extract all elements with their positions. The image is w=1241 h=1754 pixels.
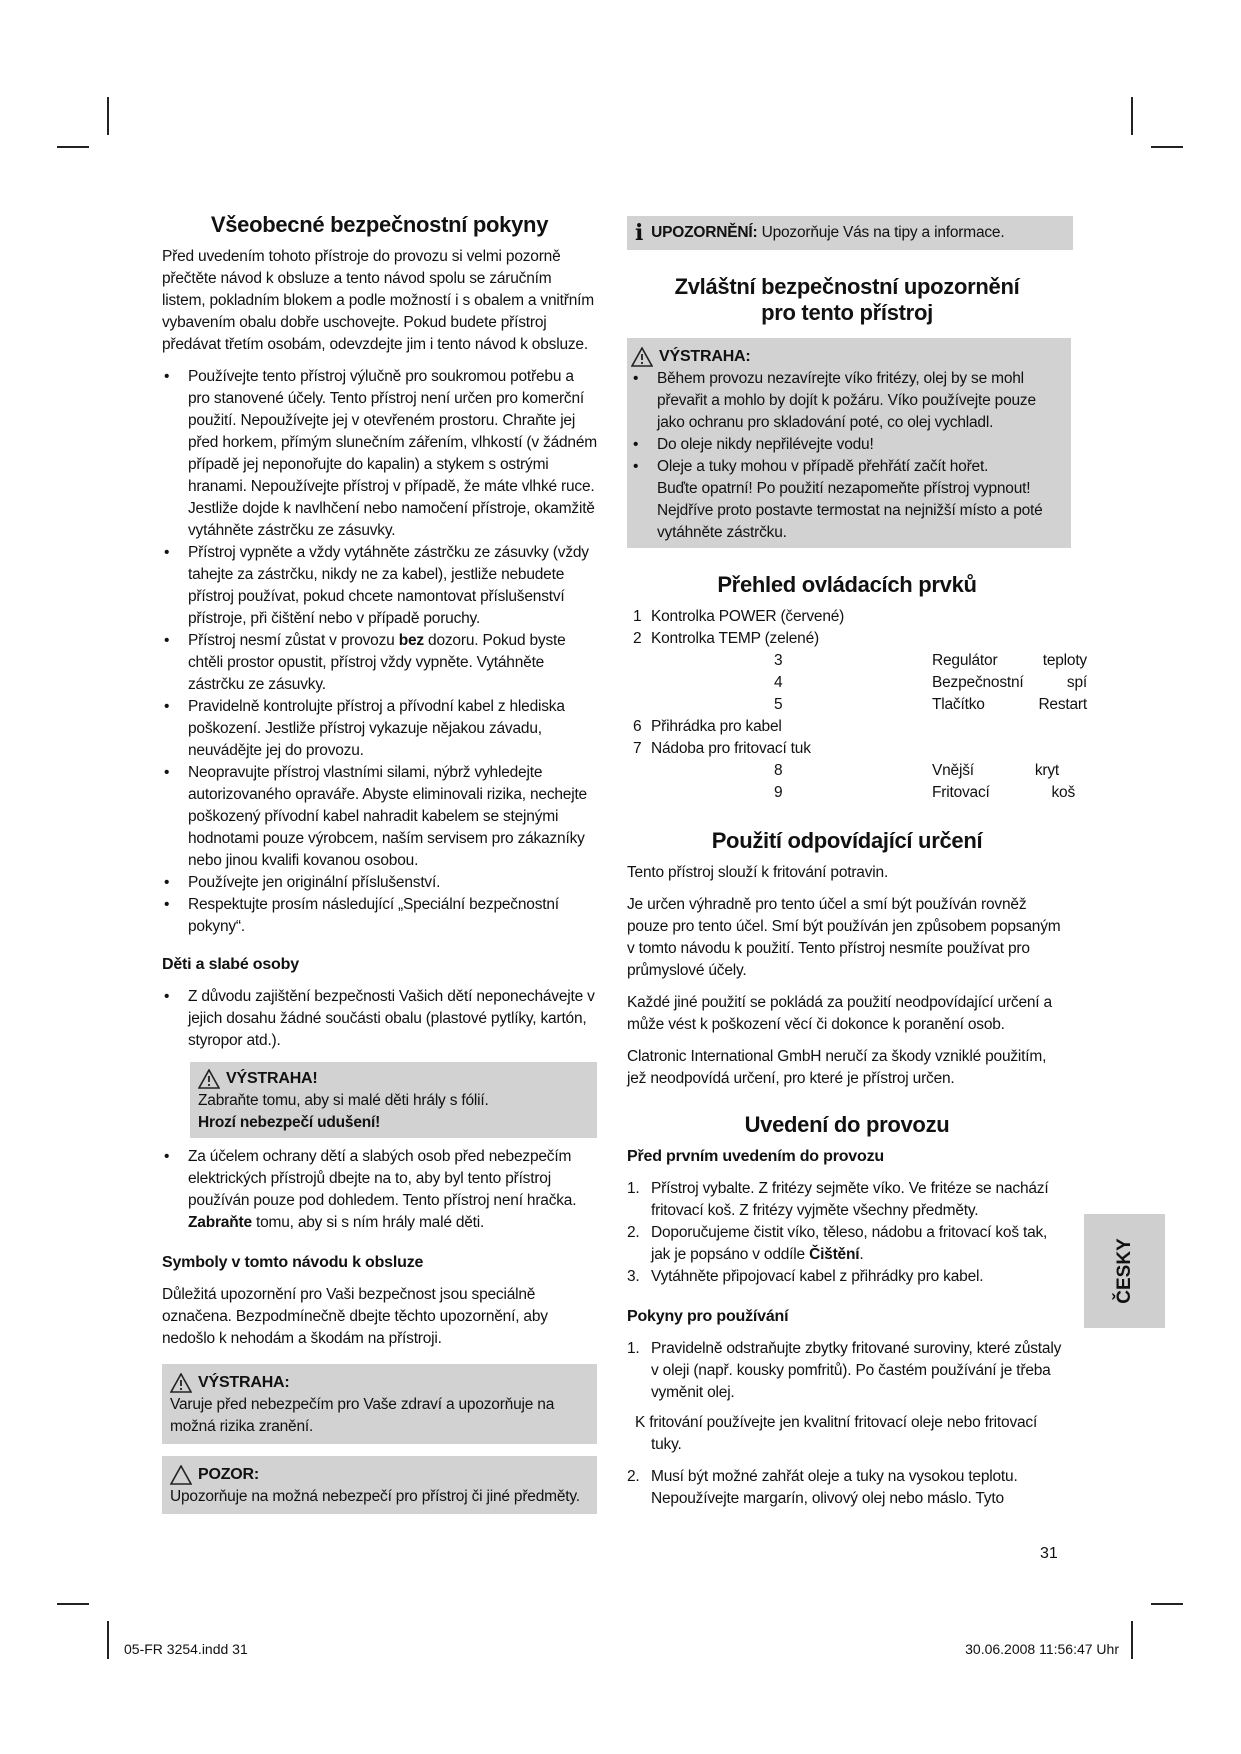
warning-text: Varuje před nebezpečím pro Vaše zdraví a upozorňuje na možná rizika zranění.: [170, 1396, 555, 1435]
list-item: • Přístroj vypněte a vždy vytáhněte zástrčku ze zásuvky (vždy tahejte za zástrčku, nikdy ne za kabel), jestliže nebudete přístroj používat, pokud chcete namontovat příslušenství přístroje, při čištění nebo v případě poruchy.: [162, 542, 597, 630]
warning-text-bold: Hrozí nebezpečí udušení!: [198, 1114, 381, 1131]
list-item: • Během provozu nezavírejte víko fritézy, olej by se mohl převařit a mohlo by dojít k požáru. Víko používejte pouze jako ochranu pro skladování poté, co olej vychladl.: [631, 368, 1065, 434]
list-item: 3 Regulátor teploty: [774, 652, 1087, 669]
language-tab: [1084, 1214, 1165, 1328]
intended-use-title: Použití odpovídající určení: [711, 828, 983, 853]
list-item: 4 Bezpečnostní spí: [774, 674, 1087, 691]
symbols-heading: Symboly v tomto návodu k obsluze: [162, 1254, 424, 1271]
info-icon: i: [635, 220, 644, 246]
crop-mark: [1151, 146, 1183, 148]
children-heading: Děti a slabé osoby: [162, 956, 299, 973]
warning-heading: VÝSTRAHA!: [198, 1068, 591, 1090]
safety-bullet-list: [162, 366, 597, 938]
note-box: [627, 216, 1073, 250]
right-column: [627, 216, 1087, 1510]
list-item: • Používejte tento přístroj výlučně pro soukromou potřebu a pro stanovené účely. Tento přístroj není určen pro komerční použití. Nepoužívejte jej v otevřeném prostoru. Chraňte jej před horkem, přímým slunečním zářením, vlhkostí (v žádném případě jej neponořujte do kapalin) a stykem s ostrými hranami. Nepoužívejte přístroj v případě, že máte vlhké ruce. Jestliže dojde k navlhčení nebo namočení přístroje, okamžitě vytáhněte zástrčku ze zásuvky.: [162, 366, 597, 542]
crop-mark: [57, 146, 89, 148]
intro-paragraph: Před uvedením tohoto přístroje do provozu si velmi pozorně přečtěte návod k obsluze a tento návod spolu se záručním listem, pokladním blokem a podle možností i s obalem a vnitřním vybavením obalu dobře uschovejte. Pokud budete přístroj předávat třetím osobám, odevzdejte jim i tento návod k obsluze.: [162, 248, 594, 353]
list-item: • Za účelem ochrany dětí a slabých osob před nebezpečím elektrických přístrojů dbejte na to, aby byl tento přístroj používán pouze pod dohledem. Tento přístroj není hračka. Zabraňte tomu, aby si s ním hrály malé děti.: [162, 1146, 597, 1234]
list-item: 2. Doporučujeme čistit víko, těleso, nádobu a fritovací koš tak, jak je popsáno v oddíle Čištění.: [627, 1224, 1048, 1263]
startup-title: Uvedení do provozu: [744, 1112, 950, 1137]
children-list-2: [162, 1146, 597, 1234]
list-item: • Do oleje nikdy nepřilévejte vodu!: [631, 434, 1065, 456]
first-use-steps: [627, 1178, 1067, 1288]
list-item: 3. Vytáhněte připojovací kabel z přihrádky pro kabel.: [627, 1268, 984, 1285]
usage-paragraph: Clatronic International GmbH neručí za škody vzniklé použitím, jež neodpovídá určení, pro které je přístroj určen.: [627, 1048, 1047, 1087]
general-safety-title: Všeobecné bezpečnostní pokyny: [210, 212, 549, 237]
usage-steps: [627, 1338, 1067, 1404]
list-item: 1 Kontrolka POWER (červené): [633, 608, 845, 625]
caution-text: Upozorňuje na možná nebezpečí pro přístroj či jiné předměty.: [170, 1488, 580, 1505]
list-item: 8 Vnější kryt: [774, 762, 1059, 779]
list-item: 1. Pravidelně odstraňujte zbytky fritované suroviny, které zůstaly v oleji (např. kousky pomfritů). Po častém používání je třeba vyměnit olej.: [627, 1340, 1062, 1401]
list-item: • Z důvodu zajištění bezpečnosti Vašich dětí neponechávejte v jejich dosahu žádné součásti obalu (plastové pytlíky, kartón, styropor atd.).: [162, 986, 597, 1052]
usage-paragraph: Tento přístroj slouží k fritování potravin.: [627, 864, 889, 881]
language-tab-label: ČESKY: [1113, 1238, 1135, 1304]
note-text: UPOZORNĚNÍ: Upozorňuje Vás na tipy a informace.: [651, 224, 1005, 241]
usage-steps-2: [627, 1466, 1067, 1510]
list-item: 6 Přihrádka pro kabel: [633, 718, 782, 735]
symbols-paragraph: Důležitá upozornění pro Vaši bezpečnost jsou speciálně označena. Bezpodmínečně dbejte těchto upozornění, aby nedošlo k nehodám a škodám na přístroji.: [162, 1286, 548, 1347]
list-item: 2 Kontrolka TEMP (zelené): [633, 630, 819, 647]
warning-bullet-list: [631, 368, 1065, 478]
crop-mark: [107, 97, 109, 135]
children-list: [162, 986, 597, 1052]
list-item: • Pravidelně kontrolujte přístroj a přívodní kabel z hlediska poškození. Jestliže přístroj vykazuje nějakou závadu, neuvádějte jej do provozu.: [162, 696, 597, 762]
list-item: • Přístroj nesmí zůstat v provozu bez dozoru. Pokud byste chtěli prostor opustit, přístroj vždy vypněte. Vytáhněte zástrčku ze zásuvky.: [162, 630, 597, 696]
caution-symbol-box: [162, 1456, 597, 1514]
footer-timestamp: 30.06.2008 11:56:47 Uhr: [965, 1641, 1119, 1657]
usage-note: K fritování používejte jen kvalitní fritovací oleje nebo fritovací tuky.: [635, 1414, 1038, 1453]
controls-list: [627, 606, 1087, 804]
warning-triangle-icon: [631, 347, 653, 367]
caution-heading: POZOR:: [170, 1464, 589, 1486]
list-item: • Respektujte prosím následující „Speciální bezpečnostní pokyny“.: [162, 894, 597, 938]
list-item: 2. Musí být možné zahřát oleje a tuky na vysokou teplotu. Nepoužívejte margarín, olivový olej nebo máslo. Tyto: [627, 1468, 1018, 1507]
crop-mark: [57, 1603, 89, 1605]
warning-box-special: [627, 338, 1071, 548]
controls-title: Přehled ovládacích prvků: [717, 572, 977, 597]
warning-heading: VÝSTRAHA:: [170, 1372, 589, 1394]
crop-mark: [1131, 97, 1133, 135]
list-item: • Oleje a tuky mohou v případě přehřátí začít hořet.: [631, 456, 1065, 478]
usage-paragraph: Je určen výhradně pro tento účel a smí být používán rovněž pouze pro tento účel. Smí být používán jen způsobem popsaným v tomto návodu k použití. Tento přístroj nesmíte používat pro průmyslové účely.: [627, 896, 1061, 979]
warning-heading: VÝSTRAHA:: [631, 346, 1065, 368]
usage-paragraph: Každé jiné použití se pokládá za použití neodpovídající určení a může vést k poškození věcí či dokonce k poranění osob.: [627, 994, 1052, 1033]
special-safety-title: Zvláštní bezpečnostní upozornění pro tento přístroj: [674, 274, 1020, 325]
warning-text: Zabraňte tomu, aby si malé děti hrály s fólií.: [198, 1092, 489, 1109]
warning-triangle-icon: [198, 1069, 220, 1089]
usage-instructions-heading: Pokyny pro používání: [627, 1308, 789, 1325]
warning-triangle-icon: [170, 1373, 192, 1393]
list-item: 7 Nádoba pro fritovací tuk: [633, 740, 811, 757]
warning-extra-text: Buďte opatrní! Po použití nezapomeňte přístroj vypnout! Nejdříve proto postavte termostat na nejnižší místo a poté vytáhněte zástrčku.: [657, 480, 1043, 541]
list-item: • Používejte jen originální příslušenství.: [162, 872, 597, 894]
warning-box-foil: [190, 1062, 597, 1138]
first-use-heading: Před prvním uvedením do provozu: [627, 1148, 884, 1165]
list-item: • Neopravujte přístroj vlastními silami, nýbrž vyhledejte autorizovaného opraváře. Abyste eliminovali rizika, nechejte poškozený přívodní kabel nahradit kabelem se stejnými hodnotami pouze výrobcem, naším servisem pro zákazníky nebo jinou kvalifi kovanou osobou.: [162, 762, 597, 872]
warning-symbol-box: [162, 1364, 597, 1444]
crop-mark: [107, 1621, 109, 1659]
page-number: 31: [1040, 1545, 1058, 1562]
list-item: 1. Přístroj vybalte. Z fritézy sejměte víko. Ve fritéze se nachází fritovací koš. Z fritézy vyjměte všechny předměty.: [627, 1180, 1049, 1219]
crop-mark: [1151, 1603, 1183, 1605]
left-column: [162, 212, 597, 1514]
caution-triangle-icon: [170, 1465, 192, 1485]
footer-filename: 05-FR 3254.indd 31: [124, 1641, 248, 1657]
crop-mark: [1131, 1621, 1133, 1659]
list-item: 5 Tlačítko Restart: [774, 696, 1087, 713]
list-item: 9 Fritovací koš: [774, 784, 1075, 801]
